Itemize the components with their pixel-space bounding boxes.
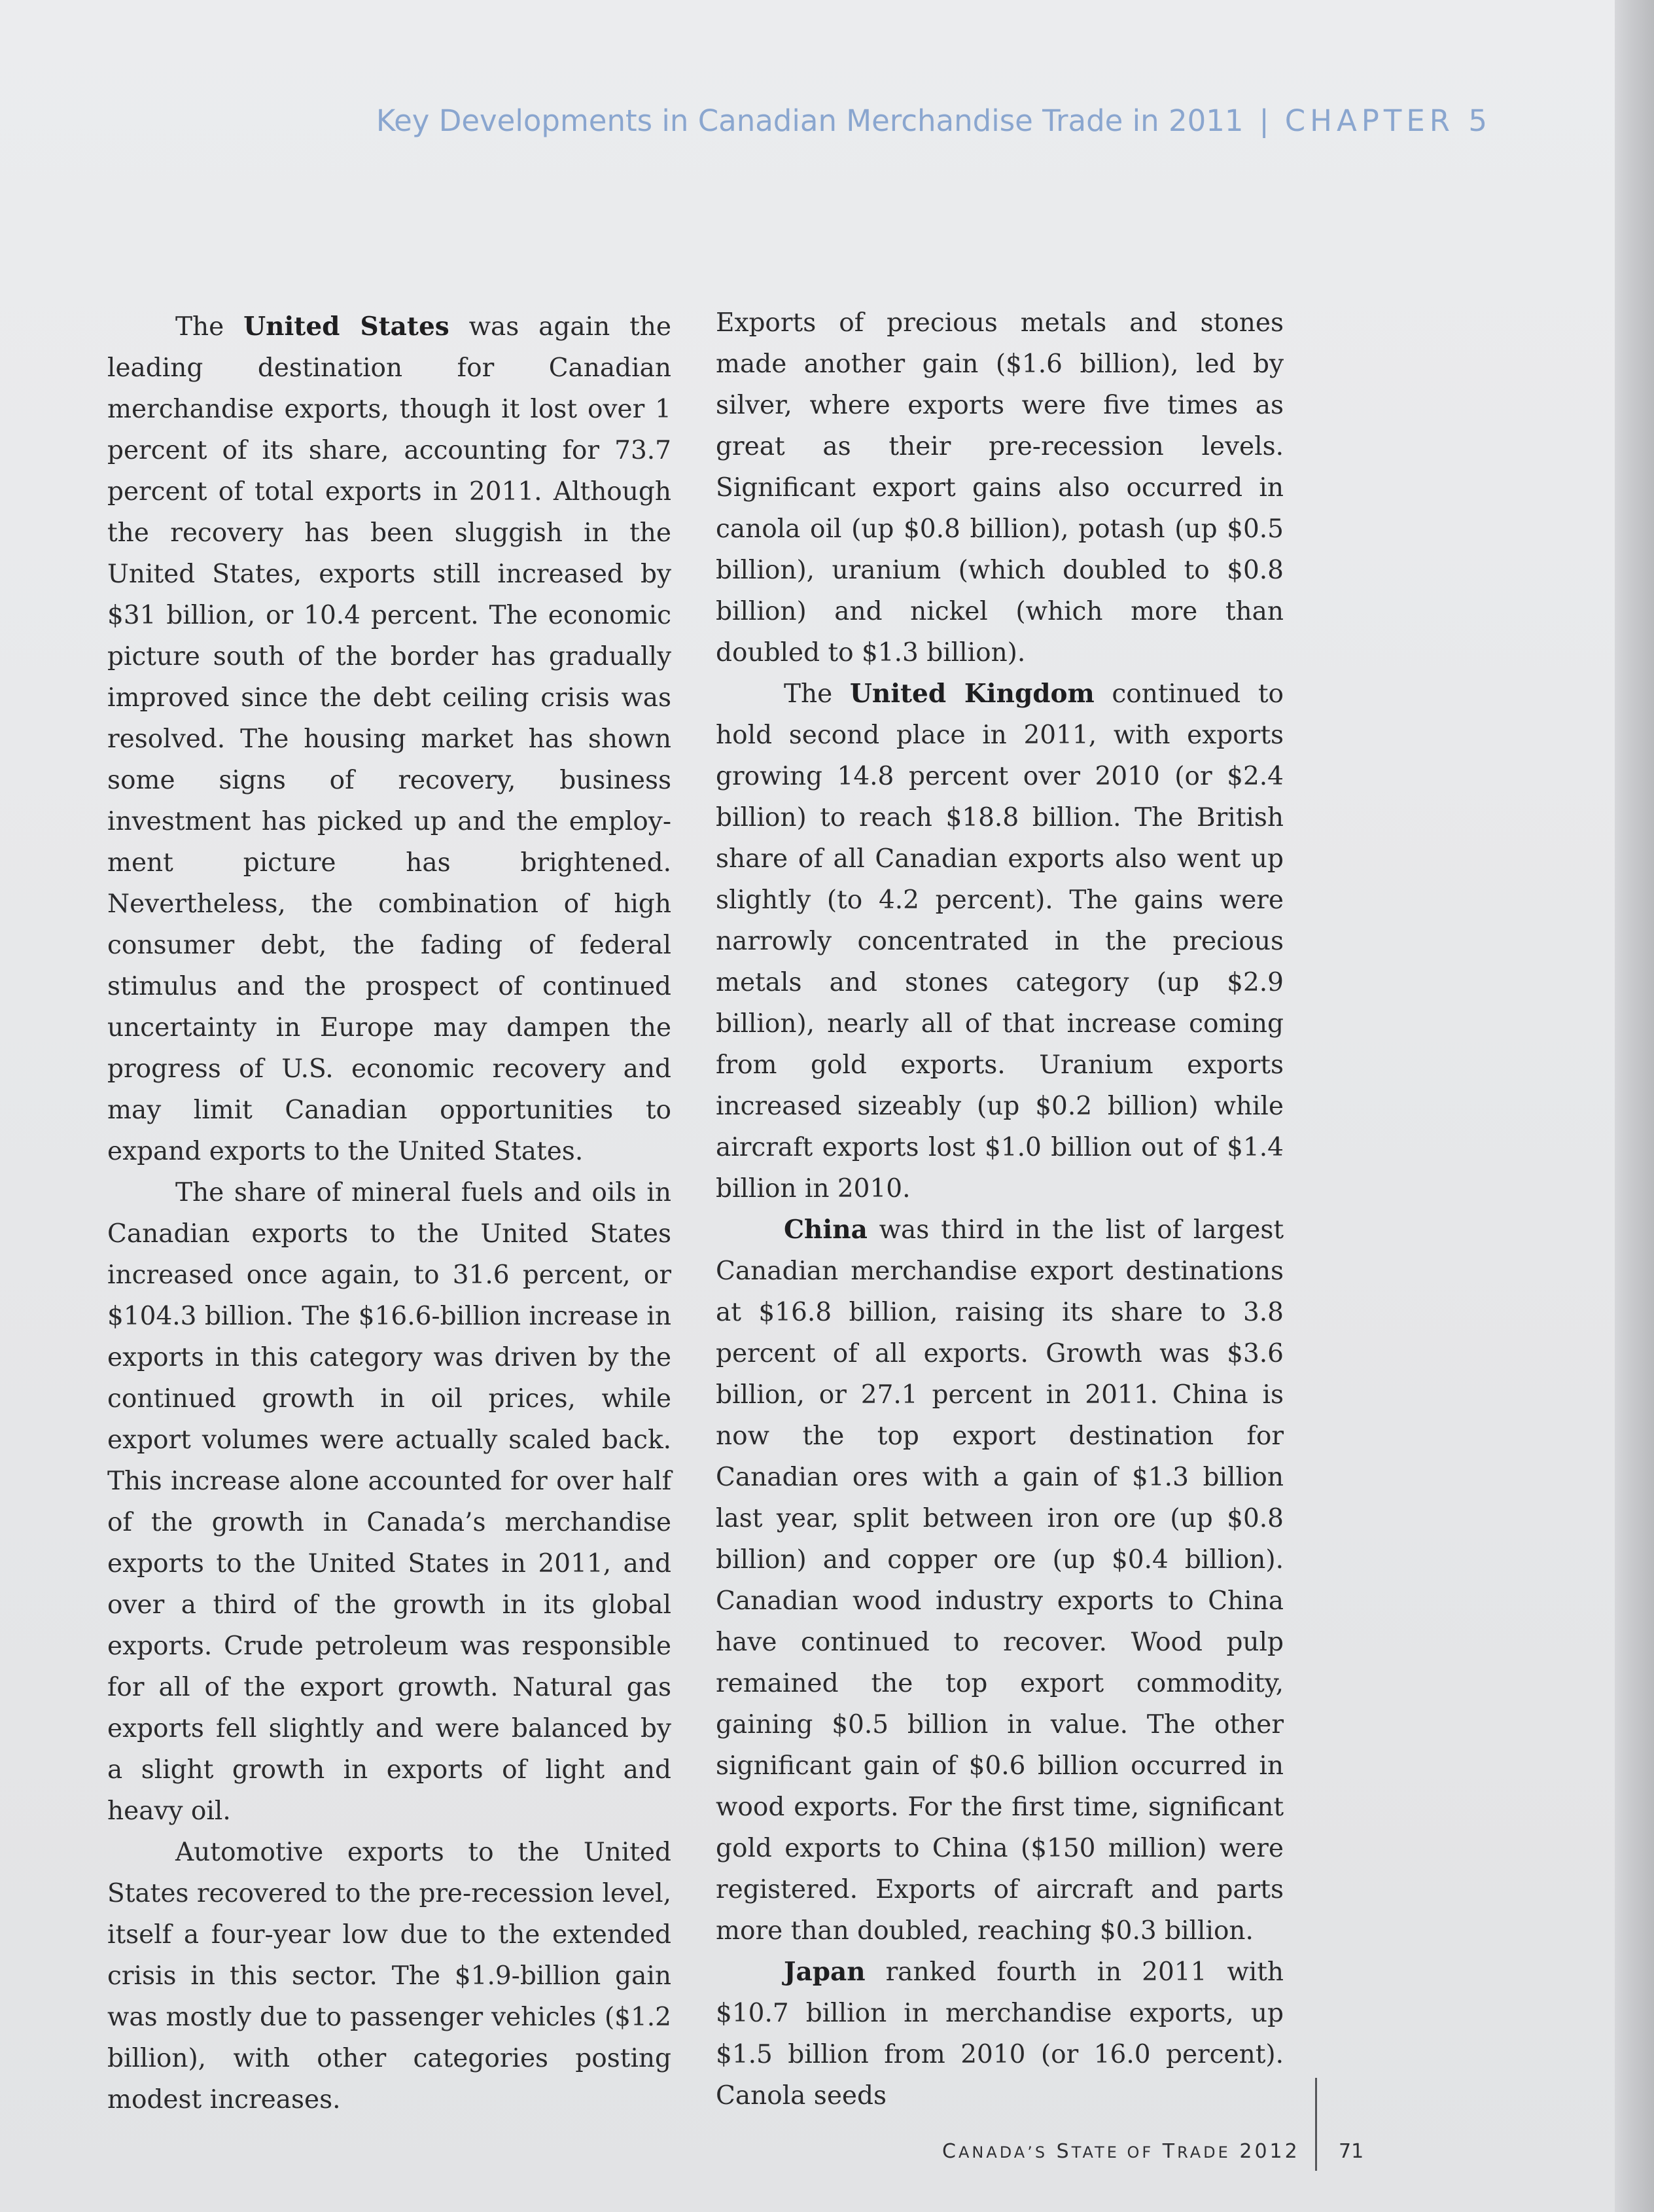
page-number: 71 — [1339, 2140, 1364, 2163]
country-name: United States — [243, 312, 449, 342]
right-column — [716, 302, 1284, 2116]
country-name: Japan — [784, 1957, 866, 1987]
paragraph-automotive: Automotive exports to the United States recovered to the pre-recession level, itself a four-year low due to the extended crisis in this sector. The $1.9-billion gain was mostly due to passenger vehicles ($1.2 billion), with other categories posting modest increases. — [107, 1838, 671, 2114]
running-title: Key Developments in Canadian Merchandise Trade in 2011 — [376, 103, 1244, 138]
country-name: United Kingdom — [849, 679, 1095, 709]
footer-year: 2012 — [1239, 2140, 1300, 2163]
running-header — [52, 103, 1492, 138]
paragraph-united-states: The United States was again the leading destination for Canadian merchandise exports, though it lost over 1 percent of its share, accounting for 73.7 percent of total exports in 2011. Although the recovery has been sluggish in the United States, exports still increased by $31 billion, or 10.4 percent. The economic picture south of the border has gradually improved since the debt ceiling crisis was resolved. The housing market has shown some signs of recovery, business investment has picked up and the employment picture has brightened. Nevertheless, the combination of high consumer debt, the fading of federal stimulus and the prospect of continued uncertainty in Europe may dampen the progress of U.S. economic recovery and may limit Canadian opportunities to expand exports to the United States. — [107, 312, 671, 1166]
chapter-label: CHAPTER 5 — [1284, 103, 1492, 138]
paragraph-united-kingdom: The United Kingdom continued to hold second place in 2011, with exports growing 14.8 percent over 2010 (or $2.4 billion) to reach $18.8 billion. The British share of all Canadian exports also went up slightly (to 4.2 percent). The gains were narrowly concentrated in the precious metals and stones category (up $2.9 billion), nearly all of that increase coming from gold exports. Uranium exports increased sizeably (up $0.2 billion) while aircraft exports lost $1.0 billion out of $1.4 billion in 2010. — [716, 679, 1284, 1204]
footer-divider — [1315, 2078, 1317, 2171]
footer-publication-title: CANADA’S STATE OF TRADE 2012 — [942, 2140, 1300, 2163]
left-column — [107, 306, 671, 2120]
header-separator: | — [1259, 103, 1269, 138]
paragraph-japan: Japan ranked fourth in 2011 with $10.7 billion in merchandise exports, up $1.5 billion from 2010 (or 16.0 percent). Canola seeds — [716, 1957, 1284, 2111]
paragraph-precious-metals: Exports of precious metals and stones made another gain ($1.6 billion), led by silver, where exports were five times as great as their pre-recession levels. Significant export gains also occurred in canola oil (up $0.8 billion), potash (up $0.5 billion), uranium (which doubled to $0.8 billion) and nickel (which more than doubled to $1.3 billion). — [716, 308, 1284, 668]
page-edge-shadow — [1615, 0, 1654, 2212]
paragraph-china: China was third in the list of largest Canadian merchandise export destinations at $16.8 billion, raising its share to 3.8 percent of all exports. Growth was $3.6 billion, or 27.1 percent in 2011. China is now the top export destination for Canadian ores with a gain of $1.3 billion last year, split between iron ore (up $0.8 billion) and copper ore (up $0.4 billion). Canadian wood industry exports to China have continued to recover. Wood pulp remained the top export commodity, gaining $0.5 billion in value. The other significant gain of $0.6 billion occurred in wood exports. For the first time, significant gold exports to China ($150 million) were registered. Exports of aircraft and parts more than doubled, reaching $0.3 billion. — [716, 1215, 1284, 1946]
country-name: China — [784, 1215, 868, 1245]
paragraph-mineral-fuels: The share of mineral fuels and oils in Canadian exports to the United States increased once again, to 31.6 percent, or $104.3 billion. The $16.6-billion increase in exports in this category was driven by the continued growth in oil prices, while export volumes were actually scaled back. This increase alone accounted for over half of the growth in Canada’s merchandise exports to the United States in 2011, and over a third of the growth in its global exports. Crude petroleum was responsible for all of the export growth. Natural gas exports fell slightly and were balanced by a slight growth in exports of light and heavy oil. — [107, 1178, 671, 1826]
